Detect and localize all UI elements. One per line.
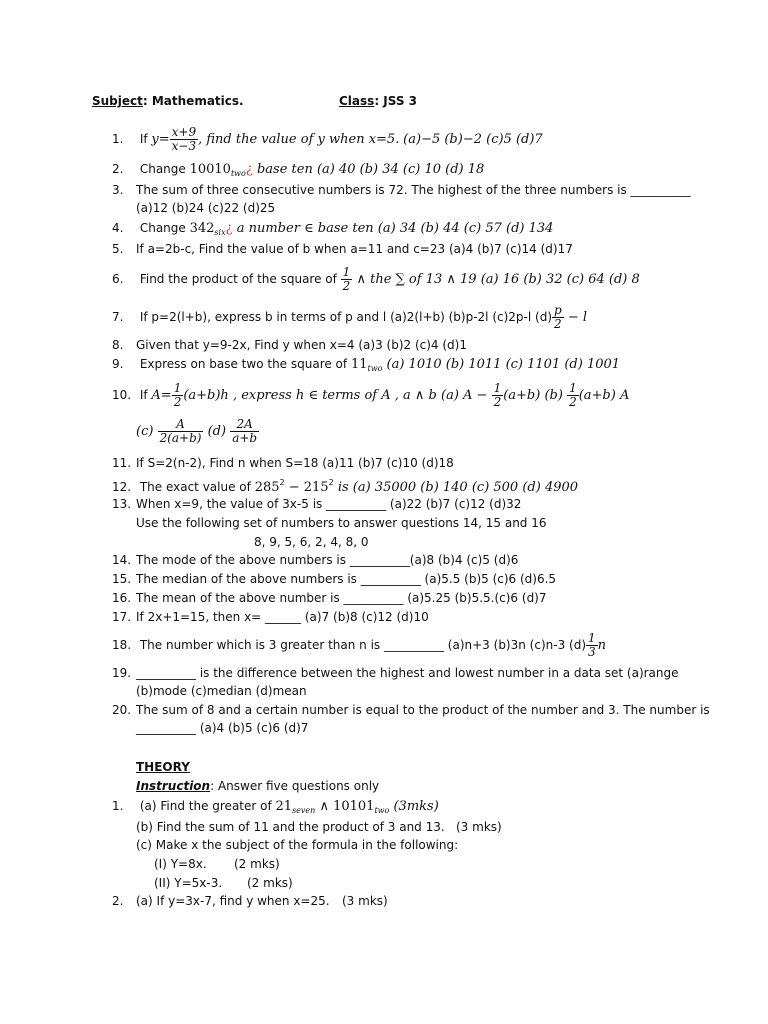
class-value: : JSS 3 bbox=[374, 94, 418, 108]
question-3-options: (a)12 (b)24 (c)22 (d)25 bbox=[136, 201, 276, 215]
question-number: 11. bbox=[112, 456, 132, 470]
question-16 bbox=[112, 589, 692, 607]
question-12 bbox=[112, 474, 692, 497]
question-13 bbox=[112, 495, 692, 513]
question-text: If a=2b-c, Find the value of b when a=11 and c=23 (a)4 (b)7 (c)14 (d)17 bbox=[136, 242, 573, 256]
question-5 bbox=[112, 240, 692, 258]
question-8 bbox=[112, 336, 692, 354]
question-text: Find the product of the square of $\frac{1}{2}$ ∧ the ∑ of 13 ∧ 19 (a) 16 (b) 32 (c) 64 (d) 8 bbox=[139, 265, 640, 293]
question-text: __________ is the difference between the highest and lowest number in a data set (a)range bbox=[136, 666, 679, 680]
question-17 bbox=[112, 608, 692, 626]
theory-question-1c: (c) Make x the subject of the formula in the following: bbox=[136, 838, 459, 852]
question-number: 2. bbox=[112, 162, 124, 176]
question-number: 3. bbox=[112, 183, 124, 197]
question-number: 5. bbox=[112, 242, 124, 256]
question-number: 9. bbox=[112, 357, 124, 371]
theory-instruction bbox=[136, 779, 379, 793]
question-number: 18. bbox=[112, 638, 132, 652]
question-number: 14. bbox=[112, 553, 132, 567]
question-19 bbox=[112, 664, 692, 682]
question-10 bbox=[112, 382, 692, 409]
question-text: If S=2(n-2), Find n when S=18 (a)11 (b)7 (c)10 (d)18 bbox=[136, 456, 454, 470]
theory-question-1c-ii bbox=[154, 874, 293, 892]
question-15 bbox=[112, 570, 692, 588]
question-text: If y= $\frac{x+9}{x-3}$ , find the value of y when x=5. (a)−5 (b)−2 (c)5 (d)7 bbox=[139, 125, 543, 153]
question-text: Change $10010_{two}¿$ base ten (a) 40 (b) 34 (c) 10 (d) 18 bbox=[139, 162, 485, 178]
question-text: The sum of 8 and a certain number is equal to the product of the number and 3. The number is bbox=[136, 703, 710, 717]
subject-label: Subject bbox=[92, 94, 143, 108]
instruction-text: : Answer five questions only bbox=[210, 779, 380, 793]
question-14 bbox=[112, 551, 692, 569]
question-18 bbox=[112, 632, 692, 659]
class-header bbox=[339, 94, 417, 108]
question-text: When x=9, the value of 3x-5 is __________ (a)22 (b)7 (c)12 (d)32 bbox=[136, 497, 522, 511]
question-text: (b) Find the sum of 11 and the product of 3 and 13. bbox=[136, 820, 445, 834]
question-number: 2. bbox=[112, 894, 124, 908]
marks: (2 mks) bbox=[247, 876, 293, 890]
marks: (3 mks) bbox=[342, 894, 388, 908]
question-9 bbox=[112, 355, 692, 378]
subject-value: : Mathematics. bbox=[142, 94, 244, 108]
question-20 bbox=[112, 701, 710, 719]
question-7 bbox=[112, 304, 692, 331]
marks: (2 mks) bbox=[234, 857, 280, 871]
question-number: 16. bbox=[112, 591, 132, 605]
question-4 bbox=[112, 219, 692, 242]
theory-question-1b bbox=[136, 818, 502, 836]
question-text: Given that y=9-2x, Find y when x=4 (a)3 (b)2 (c)4 (d)1 bbox=[136, 338, 467, 352]
question-number: 4. bbox=[112, 221, 124, 235]
question-text: Express on base two the square of $11_{two}$ (a) 1010 (b) 1011 (c) 1101 (d) 1001 bbox=[139, 357, 621, 373]
question-text: The sum of three consecutive numbers is 72. The highest of the three numbers is __________ bbox=[136, 183, 691, 197]
instruction-label: Instruction bbox=[136, 779, 211, 793]
question-1 bbox=[112, 126, 692, 153]
question-number: 1. bbox=[112, 132, 124, 146]
question-20-options: __________ (a)4 (b)5 (c)6 (d)7 bbox=[136, 721, 309, 735]
question-text: The mode of the above numbers is __________(a)8 (b)4 (c)5 (d)6 bbox=[136, 553, 519, 567]
question-text: (II) Y=5x-3. bbox=[154, 876, 223, 890]
question-text: The mean of the above number is __________ (a)5.25 (b)5.5.(c)6 (d)7 bbox=[136, 591, 547, 605]
question-text: The median of the above numbers is __________ (a)5.5 (b)5 (c)6 (d)6.5 bbox=[136, 572, 557, 586]
theory-question-2a bbox=[112, 892, 692, 910]
question-number: 1. bbox=[112, 799, 124, 813]
question-3 bbox=[112, 181, 692, 199]
number-set: 8, 9, 5, 6, 2, 4, 8, 0 bbox=[254, 535, 369, 549]
theory-heading: THEORY bbox=[136, 760, 190, 774]
question-text: The exact value of $285^2 - 215^2$ is (a) 35000 (b) 140 (c) 500 (d) 4900 bbox=[139, 478, 579, 495]
subject-header bbox=[92, 94, 244, 108]
question-text: (a) If y=3x-7, find y when x=25. bbox=[136, 894, 330, 908]
question-number: 15. bbox=[112, 572, 132, 586]
question-text: If p=2(l+b), express b in terms of p and l (a)2(l+b) (b)p-2l (c)2p-l (d) $\frac{p}{2}$ − l bbox=[139, 303, 588, 331]
question-number: 7. bbox=[112, 310, 124, 324]
question-number: 6. bbox=[112, 272, 124, 286]
question-19-options: (b)mode (c)median (d)mean bbox=[136, 684, 307, 698]
marks: (3 mks) bbox=[456, 820, 502, 834]
question-6 bbox=[112, 266, 692, 293]
question-text: If A= $\frac{1}{2}$ (a+b)h , express h ∈ terms of A , a ∧ b (a) A − $\frac{1}{2}$ (a+b) (b) $\frac{1}{2}$ (a+b) A bbox=[139, 381, 630, 409]
question-number: 8. bbox=[112, 338, 124, 352]
question-text: (a) Find the greater of $21_{seven}$ ∧ $10101_{two}$ (3mks) bbox=[139, 799, 439, 815]
question-number: 19. bbox=[112, 666, 132, 680]
question-number: 12. bbox=[112, 480, 132, 494]
question-text: (I) Y=8x. bbox=[154, 857, 207, 871]
question-10-options: (c) $\frac{A}{2(a+b)}$ (d) $\frac{2A}{a+b}$ bbox=[136, 417, 258, 445]
question-number: 20. bbox=[112, 703, 132, 717]
question-11 bbox=[112, 454, 692, 472]
class-label: Class bbox=[339, 94, 375, 108]
question-text: If 2x+1=15, then x= ______ (a)7 (b)8 (c)12 (d)10 bbox=[136, 610, 429, 624]
question-number: 13. bbox=[112, 497, 132, 511]
question-2 bbox=[112, 160, 692, 183]
instruction-line: Use the following set of numbers to answer questions 14, 15 and 16 bbox=[136, 516, 547, 530]
question-text: Change $342_{six}¿$ a number ∈ base ten (a) 34 (b) 44 (c) 57 (d) 134 bbox=[139, 221, 554, 237]
question-number: 17. bbox=[112, 610, 132, 624]
theory-question-1c-i bbox=[154, 855, 280, 873]
theory-question-1a bbox=[112, 797, 692, 820]
question-text: The number which is 3 greater than n is __________ (a)n+3 (b)3n (c)n-3 (d) $\frac{1}{3}$ n bbox=[139, 631, 607, 659]
question-number: 10. bbox=[112, 388, 132, 402]
